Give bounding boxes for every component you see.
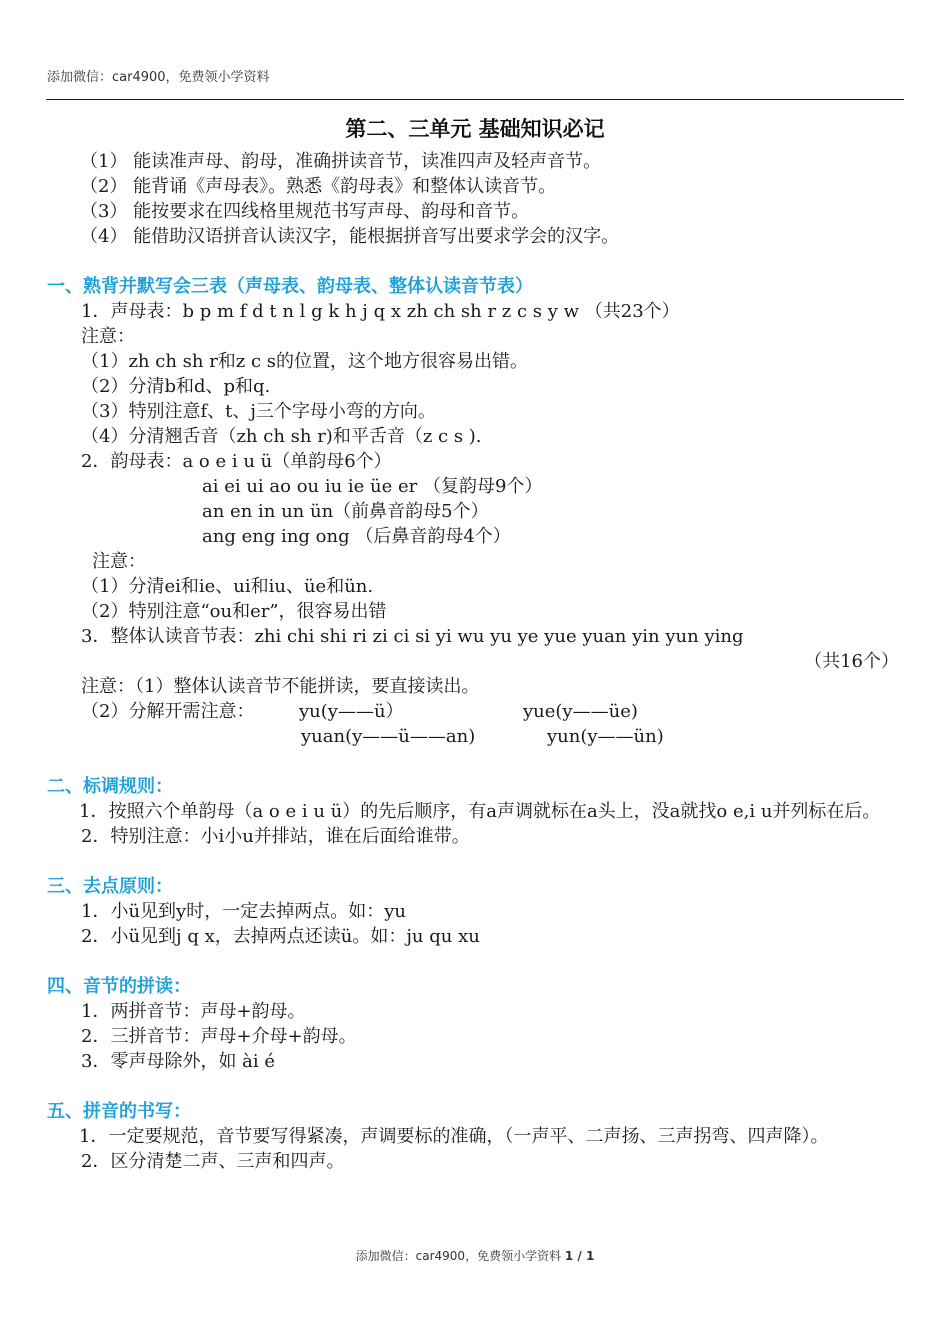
section-heading-4: 四、音节的拼读： — [47, 976, 191, 997]
split-note-label: （2）分解开需注意： — [81, 701, 255, 722]
spacer — [47, 749, 905, 774]
goal-line: （4） 能借助汉语拼音认读汉字，能根据拼音写出要求学会的汉字。 — [80, 226, 620, 247]
rule-item: 2．小ü见到j q x，去掉两点还读ü。如：ju qu xu — [81, 926, 480, 947]
spacer — [47, 1074, 905, 1099]
finals-row: ang eng ing ong （后鼻音韵母4个） — [202, 526, 511, 547]
note-label: 注意： — [81, 326, 135, 347]
whole-syllables-count: （共16个） — [804, 651, 899, 672]
finals-table: 2．韵母表：a o e i u ü（单韵母6个） — [81, 451, 392, 472]
spacer — [47, 849, 905, 874]
goal-line: （1） 能读准声母、韵母，准确拼读音节，读准四声及轻声音节。 — [80, 151, 602, 172]
rule-item: 1．小ü见到y时，一定去掉两点。如：yu — [81, 901, 406, 922]
rule-item: 1．按照六个单韵母（a o e i u ü）的先后顺序，有a声调就标在a头上，没a就找o e,i u并列标在后。 — [79, 801, 881, 822]
header-divider — [46, 99, 904, 100]
split-example: yue(y——üe) — [523, 701, 638, 722]
split-example: yuan(y——ü——an) — [301, 726, 476, 747]
section-heading-1: 一、熟背并默写会三表（声母表、韵母表、整体认读音节表） — [47, 276, 533, 297]
split-example: yu(y——ü） — [299, 701, 404, 722]
whole-note — [47, 724, 905, 749]
rule-item: 2．三拼音节：声母+介母+韵母。 — [81, 1026, 357, 1047]
page-title: 第二、三单元 基础知识必记 — [345, 117, 605, 141]
footer-note: 添加微信：car4900，免费领小学资料 — [355, 1249, 562, 1263]
rule-item: 2．特别注意：小i小u并排站，谁在后面给谁带。 — [81, 826, 470, 847]
initials-table: 1．声母表：b p m f d t n l g k h j q x zh ch sh r z c s y w （共23个） — [81, 301, 680, 322]
header-note: 添加微信：car4900，免费领小学资料 — [47, 70, 270, 85]
initial-note: （2）分清b和d、p和q. — [81, 376, 271, 397]
rule-item: 1．一定要规范，音节要写得紧凑，声调要标的准确，（一声平、二声扬、三声拐弯、四声降）。 — [79, 1126, 829, 1147]
finals-row: an en in un ün（前鼻音韵母5个） — [202, 501, 489, 522]
initial-note: （1）zh ch sh r和z c s的位置，这个地方很容易出错。 — [81, 351, 529, 372]
document-body — [47, 149, 905, 1174]
section-heading-2: 二、标调规则： — [47, 776, 173, 797]
final-note: （2）特别注意“ou和er”，很容易出错 — [81, 601, 387, 622]
final-note: （1）分清ei和ie、ui和iu、üe和ün. — [81, 576, 374, 597]
rule-item: 2．区分清楚二声、三声和四声。 — [81, 1151, 345, 1172]
whole-note — [47, 699, 905, 724]
section-heading-5: 五、拼音的书写： — [47, 1101, 191, 1122]
spacer — [47, 949, 905, 974]
section-heading-3: 三、去点原则： — [47, 876, 173, 897]
goal-line: （3） 能按要求在四线格里规范书写声母、韵母和音节。 — [80, 201, 530, 222]
whole-note: 注意：（1）整体认读音节不能拼读，要直接读出。 — [81, 676, 480, 697]
goal-line: （2） 能背诵《声母表》。熟悉《韵母表》和整体认读音节。 — [80, 176, 557, 197]
rule-item: 3．零声母除外，如 ài é — [81, 1051, 276, 1072]
whole-syllables-table: 3．整体认读音节表：zhi chi shi ri zi ci si yi wu yu ye yue yuan yin yun ying — [81, 626, 744, 647]
split-example: yun(y——ün) — [547, 726, 664, 747]
note-label: 注意： — [92, 551, 146, 572]
page-number: 1 / 1 — [564, 1249, 595, 1263]
initial-note: （4）分清翘舌音（zh ch sh r)和平舌音（z c s ). — [81, 426, 482, 447]
rule-item: 1．两拼音节：声母+韵母。 — [81, 1001, 306, 1022]
footer — [0, 1247, 950, 1264]
spacer — [47, 249, 905, 274]
initial-note: （3）特别注意f、t、j三个字母小弯的方向。 — [81, 401, 436, 422]
finals-row: ai ei ui ao ou iu ie üe er （复韵母9个） — [202, 476, 543, 497]
